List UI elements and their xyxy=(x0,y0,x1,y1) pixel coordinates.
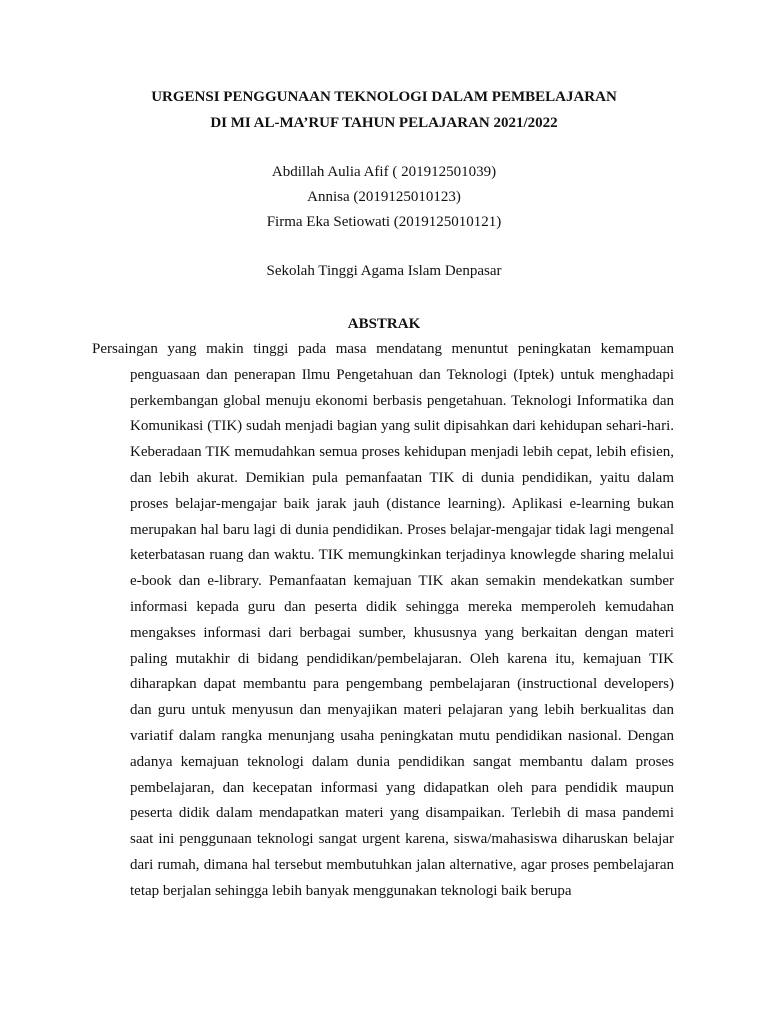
paper-title-line-2: DI MI AL-MA’RUF TAHUN PELAJARAN 2021/2022 xyxy=(210,115,558,131)
affiliation: Sekolah Tinggi Agama Islam Denpasar xyxy=(266,263,502,279)
author-3: Firma Eka Setiowati (2019125010121) xyxy=(266,214,502,230)
author-1: Abdillah Aulia Afif ( 201912501039) xyxy=(271,164,497,180)
author-2: Annisa (2019125010123) xyxy=(307,189,461,205)
paper-title-line-1: URGENSI PENGGUNAAN TEKNOLOGI DALAM PEMBELAJARAN xyxy=(151,89,617,105)
abstract-body: Persaingan yang makin tinggi pada masa mendatang menuntut peningkatan kemampuan penguasaan dan penerapan Ilmu Pengetahuan dan Teknologi (Iptek) untuk menghadapi perkembangan global menuju ekonomi berbasis pengetahuan. Teknologi Informatika dan Komunikasi (TIK) sudah menjadi bagian yang sulit dipisahkan dari kehidupan sehari-hari. Keberadaan TIK memudahkan semua proses kehidupan menjadi lebih cepat, lebih efisien, dan lebih akurat. Demikian pula pemanfaatan TIK di dunia pendidikan, yaitu dalam proses belajar-mengajar baik jarak jauh (distance learning). Aplikasi e-learning bukan merupakan hal baru lagi di dunia pendidikan. Proses belajar-mengajar tidak lagi mengenal keterbatasan ruang dan waktu. TIK memungkinkan terjadinya knowlegde sharing melalui e-book dan e-library. Pemanfaatan kemajuan TIK akan semakin mendekatkan sumber informasi kepada guru dan peserta didik sehingga mereka memperoleh kemudahan mengakses informasi dari berbagai sumber, khususnya yang berkaitan dengan materi paling mutakhir di bidang pendidikan/pembelajaran. Oleh karena itu, kemajuan TIK diharapkan dapat membantu para pengembang pembelajaran (instructional developers) dan guru untuk menyusun dan menyajikan materi pelajaran yang lebih berkualitas dan variatif dalam rangka menunjang usaha peningkatan mutu pendidikan nasional. Dengan adanya kemajuan teknologi dalam dunia pendidikan sangat membantu dalam proses pembelajaran, dan kecepatan informasi yang didapatkan oleh para pendidik maupun peserta didik dalam mendapatkan materi yang disampaikan. Terlebih di masa pandemi saat ini penggunaan teknologi sangat urgent karena, siswa/mahasiswa diharuskan belajar dari rumah, dimana hal tersebut membutuhkan jalan alternative, agar proses pembelajaran tetap berjalan sehingga lebih banyak menggunakan teknologi baik berupa xyxy=(92,341,674,899)
abstract-heading: ABSTRAK xyxy=(347,316,421,332)
